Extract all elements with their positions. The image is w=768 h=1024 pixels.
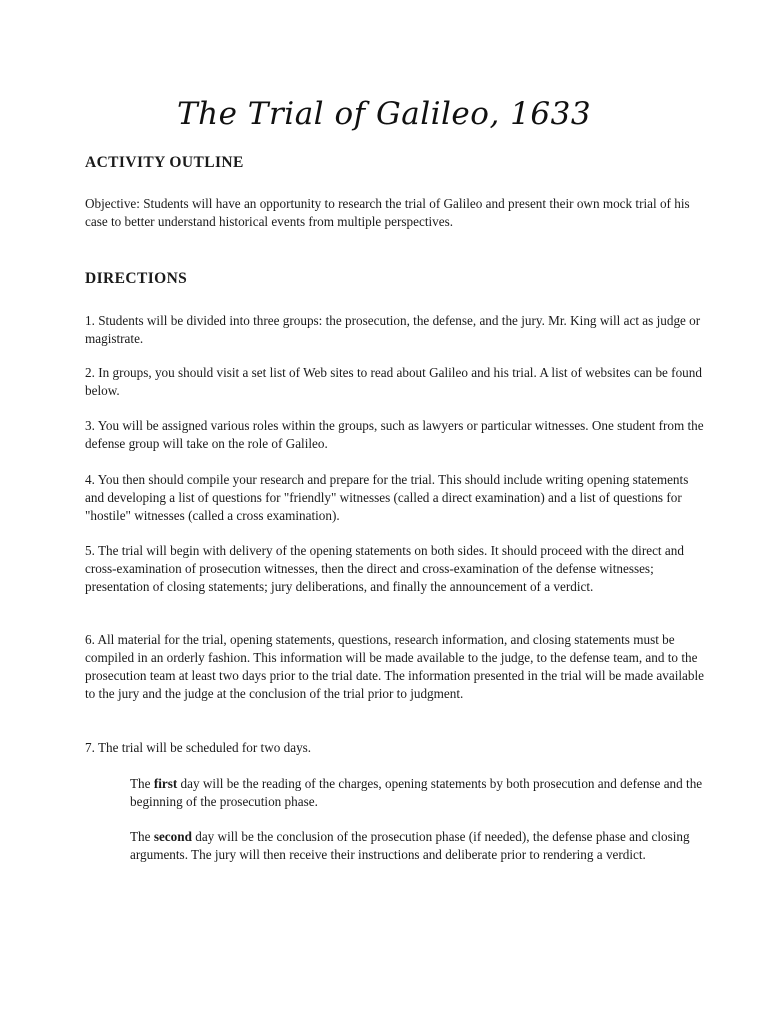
day-two-emphasis: second: [153, 829, 192, 844]
document-title: The Trial of Galileo, 1633: [176, 96, 592, 132]
day-one-paragraph: [130, 775, 710, 811]
objective-paragraph: Objective: Students will have an opportunity to research the trial of Galileo and present their own mock trial of his case to better understand historical events from multiple perspectives.: [85, 196, 690, 229]
direction-item-7: 7. The trial will be scheduled for two days.: [85, 740, 312, 755]
day-one-emphasis: first: [153, 776, 178, 791]
day-one-prefix: The: [130, 776, 154, 791]
day-two-paragraph: [130, 828, 710, 864]
activity-outline-heading: ACTIVITY OUTLINE: [85, 154, 244, 171]
day-two-prefix: The: [130, 829, 154, 844]
direction-item-6: 6. All material for the trial, opening statements, questions, research information, and closing statements must be compiled in an orderly fashion. This information will be made available to the judge, to the defense team, and to the prosecution team at least two days prior to the trial date. The information presented in the trial will be made available to the jury and the judge at the conclusion of the trial prior to judgment.: [85, 632, 705, 701]
direction-item-2: 2. In groups, you should visit a set list of Web sites to read about Galileo and his trial. A list of websites can be found below.: [85, 365, 702, 398]
directions-heading: DIRECTIONS: [85, 270, 188, 287]
direction-item-4: 4. You then should compile your research and prepare for the trial. This should include writing opening statements and developing a list of questions for "friendly" witnesses (called a direct examination) and a list of questions for "hostile" witnesses (called a cross examination).: [85, 472, 689, 523]
day-two-text: day will be the conclusion of the prosecution phase (if needed), the defense phase and closing arguments. The jury will then receive their instructions and deliberate prior to rendering a verdict.: [130, 829, 690, 862]
direction-item-1: 1. Students will be divided into three groups: the prosecution, the defense, and the jury. Mr. King will act as judge or magistrate.: [85, 313, 701, 346]
direction-item-3: 3. You will be assigned various roles within the groups, such as lawyers or particular witnesses. One student from the defense group will take on the role of Galileo.: [85, 418, 704, 451]
direction-item-5: 5. The trial will begin with delivery of the opening statements on both sides. It should proceed with the direct and cross-examination of prosecution witnesses, then the direct and cross-examination of the defense witnesses; presentation of closing statements; jury deliberations, and finally the announcement of a verdict.: [85, 543, 684, 594]
day-one-text: day will be the reading of the charges, opening statements by both prosecution and defense and the beginning of the prosecution phase.: [130, 776, 703, 809]
